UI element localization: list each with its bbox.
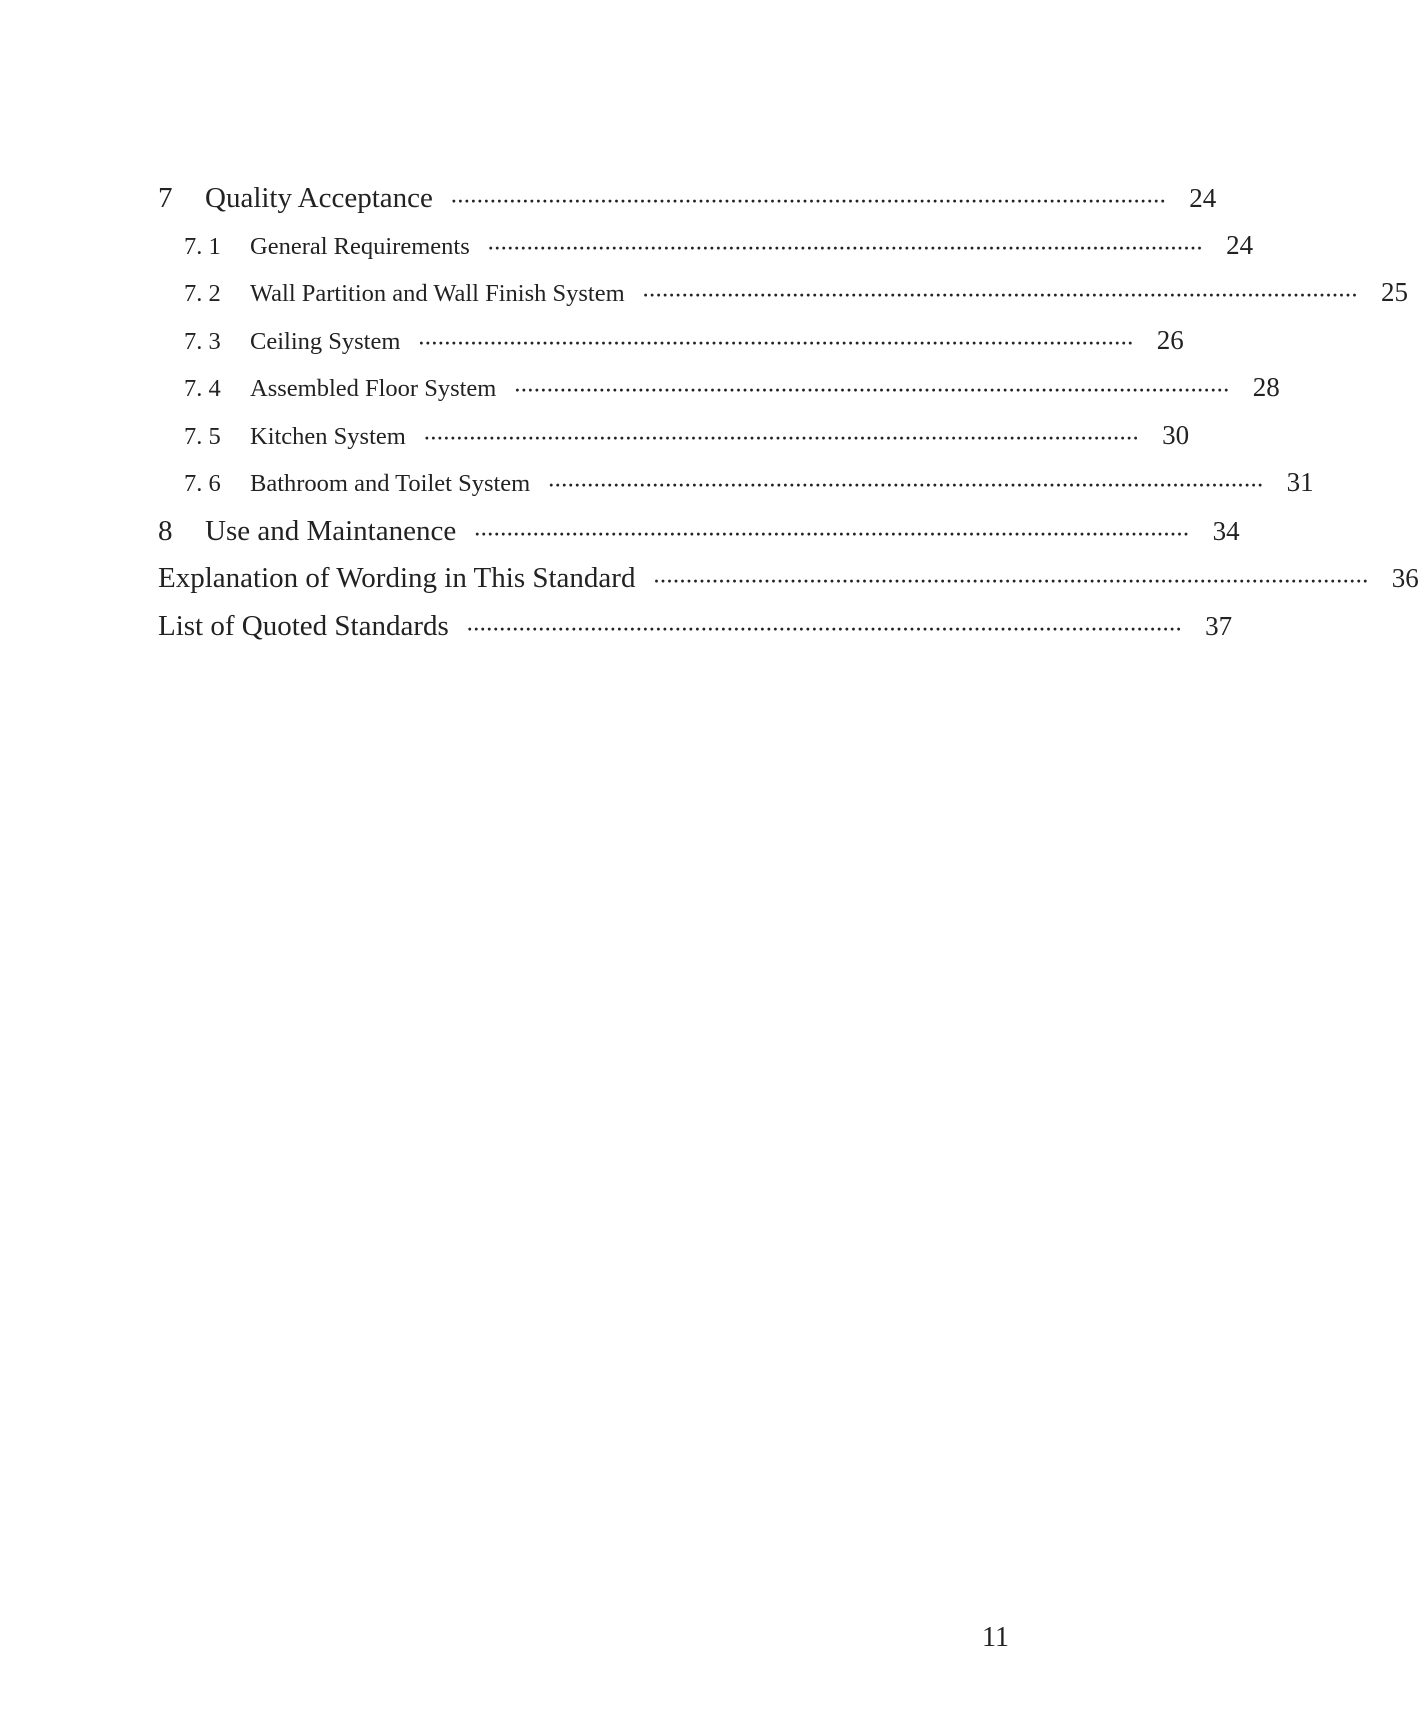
- toc-entry-title: General Requirements: [250, 232, 470, 260]
- toc-entry[interactable]: [158, 324, 1184, 373]
- toc-entry-number: 7: [158, 182, 173, 214]
- toc-entry-page: 24: [1189, 183, 1217, 213]
- toc-entry-title: Ceiling System: [250, 327, 401, 355]
- toc-entry-page: 34: [1212, 515, 1240, 546]
- toc-entry-number: 7. 4: [184, 375, 221, 402]
- toc-entry-title: Kitchen System: [250, 422, 406, 450]
- dot-leader: ··············································································································: [418, 332, 1134, 353]
- dot-leader: ··············································································································: [466, 618, 1183, 639]
- toc-entry[interactable]: [158, 419, 1190, 468]
- toc-entry-title: Use and Maintanence: [205, 514, 457, 547]
- toc-entry-page: 25: [1381, 277, 1408, 307]
- toc-entry-number: 7. 3: [184, 327, 221, 355]
- toc-entry-number: 7. 2: [184, 280, 221, 307]
- toc-entry-title: Bathroom and Toilet System: [250, 470, 531, 497]
- toc-entry[interactable]: [158, 467, 1314, 515]
- toc-entry-number: 8: [158, 514, 173, 547]
- table-of-contents: [158, 182, 1419, 657]
- dot-leader: ··············································································································: [642, 285, 1358, 305]
- dot-leader: ··············································································································: [423, 427, 1140, 448]
- page-number: 11: [982, 1622, 1009, 1653]
- toc-entry-title: Explanation of Wording in This Standard: [158, 562, 636, 594]
- toc-entry[interactable]: [158, 229, 1254, 278]
- toc-entry-page: 28: [1252, 372, 1280, 402]
- toc-entry-page: 36: [1391, 563, 1419, 593]
- toc-entry[interactable]: [158, 514, 1240, 563]
- toc-entry-title: List of Quoted Standards: [158, 609, 449, 642]
- toc-entry[interactable]: [158, 372, 1280, 420]
- dot-leader: ··············································································································: [653, 571, 1369, 591]
- toc-entry-page: 31: [1286, 467, 1314, 497]
- toc-entry[interactable]: [158, 562, 1419, 610]
- dot-leader: ··············································································································: [474, 523, 1190, 544]
- dot-leader: ··············································································································: [487, 237, 1204, 258]
- toc-entry-page: 24: [1226, 229, 1254, 260]
- toc-entry-page: 37: [1205, 610, 1233, 641]
- toc-entry[interactable]: [158, 182, 1217, 230]
- toc-entry[interactable]: [158, 609, 1233, 658]
- toc-entry-page: 30: [1162, 419, 1190, 450]
- toc-entry-number: 7. 6: [184, 470, 221, 497]
- dot-leader: ··············································································································: [548, 475, 1264, 495]
- toc-entry-title: Wall Partition and Wall Finish System: [250, 280, 625, 307]
- toc-entry-number: 7. 5: [184, 422, 221, 450]
- toc-entry-number: 7. 1: [184, 232, 221, 260]
- toc-entry[interactable]: [158, 277, 1408, 325]
- toc-entry-page: 26: [1156, 324, 1184, 355]
- dot-leader: ··············································································································: [450, 191, 1167, 211]
- toc-entry-title: Assembled Floor System: [250, 375, 497, 402]
- toc-entry-title: Quality Acceptance: [205, 182, 433, 214]
- dot-leader: ··············································································································: [514, 380, 1230, 400]
